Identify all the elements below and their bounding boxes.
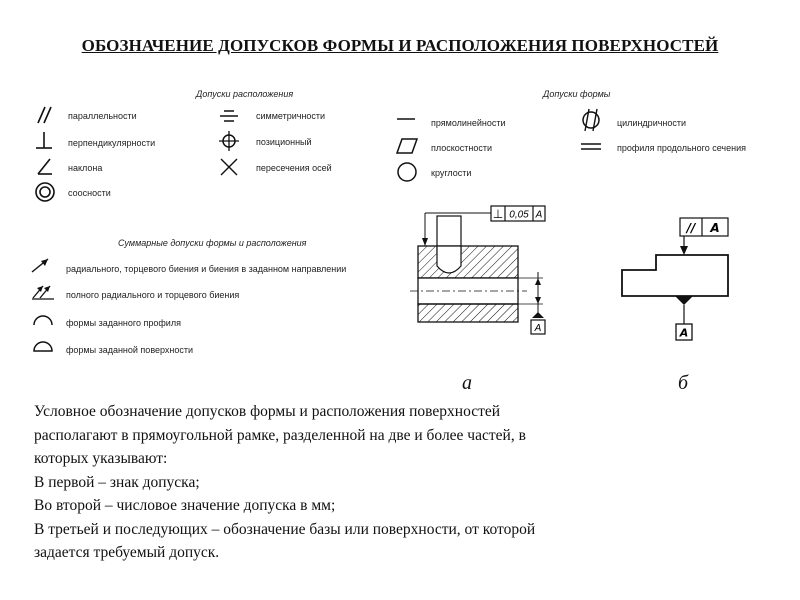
symmetry-icon: [218, 106, 240, 126]
parallelism-icon: [34, 105, 54, 125]
total-runout-label: полного радиального и торцевого биения: [66, 290, 240, 300]
form-tolerances-heading: Допуски формы: [543, 89, 611, 99]
cylindricity-icon: [578, 108, 604, 132]
body-text: [34, 400, 774, 565]
datum-label-b: A: [679, 326, 689, 340]
roundness-icon: [396, 161, 418, 183]
body-line: В третьей и последующих – обозначение базы или поверхности, от которой: [34, 520, 536, 538]
surface-profile-icon: [32, 339, 54, 353]
drawing-b: [618, 212, 738, 352]
body-line: которых указывают:: [34, 450, 168, 467]
surface-profile-label: формы заданной поверхности: [66, 345, 194, 355]
total-runout-icon: [30, 281, 56, 301]
body-line: В первой – знак допуска;: [34, 473, 200, 491]
frame-value-a: 0,05: [509, 209, 529, 221]
roundness-label: круглости: [431, 168, 472, 178]
frame-datum-a: A: [535, 209, 543, 221]
flatness-label: плоскостности: [431, 143, 493, 153]
line-profile-icon: [32, 312, 54, 326]
line-profile-label: формы заданного профиля: [66, 318, 181, 328]
frame-datum-b: A: [710, 221, 720, 235]
caption-a: а: [462, 372, 472, 394]
profile-longitudinal-label: профиля продольного сечения: [617, 143, 746, 153]
axis-intersection-icon: [218, 156, 240, 178]
concentricity-label: соосности: [68, 188, 111, 198]
cylindricity-label: цилиндричности: [617, 118, 687, 128]
frame-symbol-a: ⊥: [492, 207, 504, 221]
profile-longitudinal-icon: [580, 141, 602, 151]
location-tolerances-heading: Допуски расположения: [196, 89, 294, 99]
body-line: Во второй – числовое значение допуска в мм;: [34, 497, 336, 514]
parallelism-label: параллельности: [68, 111, 137, 121]
body-line: Условное обозначение допусков формы и расположения поверхностей: [34, 403, 501, 420]
runout-label: радиального, торцевого биения и биения в заданном направлении: [66, 264, 347, 274]
runout-icon: [30, 256, 52, 274]
angularity-icon: [34, 156, 54, 176]
straightness-label: прямолинейности: [431, 118, 506, 128]
page-title: ОБОЗНАЧЕНИЕ ДОПУСКОВ ФОРМЫ И РАСПОЛОЖЕНИЯ ПОВЕРХНОСТЕЙ: [81, 36, 719, 55]
perpendicularity-icon: [34, 130, 54, 150]
flatness-icon: [396, 137, 418, 155]
datum-label-a: A: [534, 323, 542, 334]
position-label: позиционный: [256, 137, 312, 147]
straightness-icon: [396, 114, 416, 124]
axis-intersection-label: пересечения осей: [256, 163, 332, 173]
angularity-label: наклона: [68, 163, 103, 173]
caption-b: б: [678, 372, 689, 394]
body-line: располагают в прямоугольной рамке, разделенной на две и более частей, в: [34, 426, 526, 444]
body-line: задается требуемый допуск.: [34, 544, 220, 561]
combined-tolerances-heading: Суммарные допуски формы и расположения: [118, 238, 307, 248]
symmetry-label: симметричности: [256, 111, 326, 121]
perpendicularity-label: перпендикулярности: [68, 138, 156, 148]
concentricity-icon: [34, 181, 56, 203]
position-icon: [218, 130, 240, 152]
frame-symbol-b: //: [686, 221, 696, 235]
drawing-a: [405, 200, 565, 350]
